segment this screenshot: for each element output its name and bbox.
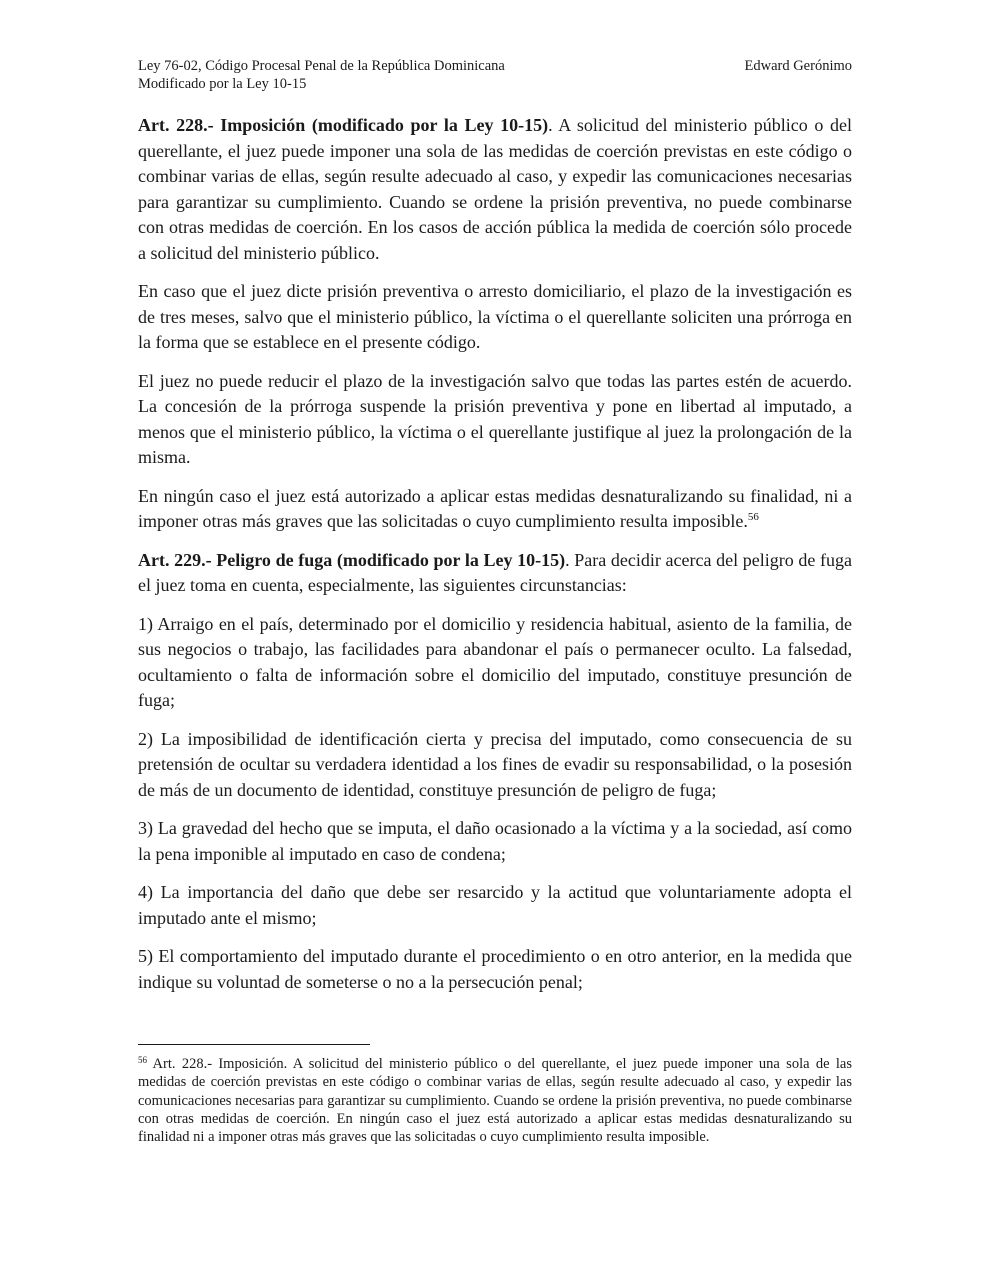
page-header <box>138 57 852 93</box>
art229-item-3: 3) La gravedad del hecho que se imputa, el daño ocasionado a la víctima y a la sociedad, así como la pena imponible al imputado en caso de condena; <box>138 818 852 864</box>
document-page <box>138 57 852 1008</box>
art229-heading: Art. 229.- Peligro de fuga (modificado por la Ley 10-15) <box>138 549 566 570</box>
art228-paragraph-2: En caso que el juez dicte prisión preventiva o arresto domiciliario, el plazo de la investigación es de tres meses, salvo que el ministerio público, la víctima o el querellante soliciten una prórroga en la forma que se establece en el presente código. <box>138 281 852 352</box>
art228-paragraph-1 <box>138 113 852 266</box>
art228-paragraph-4 <box>138 484 852 535</box>
art228-heading: Art. 228.- Imposición (modificado por la Ley 10-15) <box>138 115 549 135</box>
header-author: Edward Gerónimo <box>744 58 852 74</box>
art229-item-1: 1) Arraigo en el país, determinado por el domicilio y residencia habitual, asiento de la familia, de sus negocios o trabajo, las facilidades para abandonar el país o permanecer oculto. La falsedad, ocultamiento o falta de información sobre el domicilio del imputado, constituye presunción de fuga; <box>138 613 852 710</box>
header-subtitle: Modificado por la Ley 10-15 <box>138 76 307 92</box>
art229-item-5: 5) El comportamiento del imputado durante el procedimiento o en otro anterior, en la medida que indique su voluntad de someterse o no a la persecución penal; <box>138 946 852 992</box>
footnote-text: Art. 228.- Imposición. A solicitud del ministerio público o del querellante, el juez puede imponer una sola de las medidas de coerción previstas en este código o combinar varias de ellas, según resulte adecuado al caso, y expedir las comunicaciones necesarias para garantizar su cumplimiento. Cuando se ordene la prisión preventiva, no puede combinarse con otras medidas de coerción. En ningún caso el juez está autorizado a aplicar estas medidas desnaturalizando su finalidad ni a imponer otras más graves que las solicitadas o cuyo cumplimiento resulta imposible. <box>138 1056 852 1146</box>
footnote <box>138 1055 852 1146</box>
header-title: Ley 76-02, Código Procesal Penal de la República Dominicana <box>138 58 505 74</box>
art229-item-2: 2) La imposibilidad de identificación cierta y precisa del imputado, como consecuencia de su pretensión de ocultar su verdadera identidad a los fines de evadir su responsabilidad, o la posesión de más de un documento de identidad, constituye presunción de peligro de fuga; <box>138 728 852 800</box>
art228-text-1: . A solicitud del ministerio público o del querellante, el juez puede imponer una sola de las medidas de coerción previstas en este código o combinar varias de ellas, según resulte adecuado al caso, y expedir las comunicaciones necesarias para garantizar su cumplimiento. Cuando se ordene la prisión preventiva, no puede combinarse con otras medidas de coerción. En los casos de acción pública la medida de coerción sólo procede a solicitud del ministerio público. <box>138 115 852 263</box>
footnote-number: 56 <box>138 1055 147 1065</box>
art228-text-4: En ningún caso el juez está autorizado a aplicar estas medidas desnaturalizando su finalidad, ni a imponer otras más graves que las solicitadas o cuyo cumplimiento resulta imposible. <box>138 485 852 531</box>
art229-intro-text: . Para decidir acerca del peligro de fuga el juez toma en cuenta, especialmente, las siguientes circunstancias: <box>138 549 852 595</box>
document-body <box>138 113 852 995</box>
footnote-reference[interactable]: 56 <box>747 511 759 523</box>
footnote-separator <box>138 1044 370 1045</box>
art229-paragraph-intro <box>138 548 852 599</box>
art228-paragraph-3: El juez no puede reducir el plazo de la investigación salvo que todas las partes estén de acuerdo. La concesión de la prórroga suspende la prisión preventiva y pone en libertad al imputado, a menos que el ministerio público, la víctima o el querellante justifique al juez la prolongación de la misma. <box>138 370 852 467</box>
art229-item-4: 4) La importancia del daño que debe ser resarcido y la actitud que voluntariamente adopta el imputado ante el mismo; <box>138 882 852 928</box>
